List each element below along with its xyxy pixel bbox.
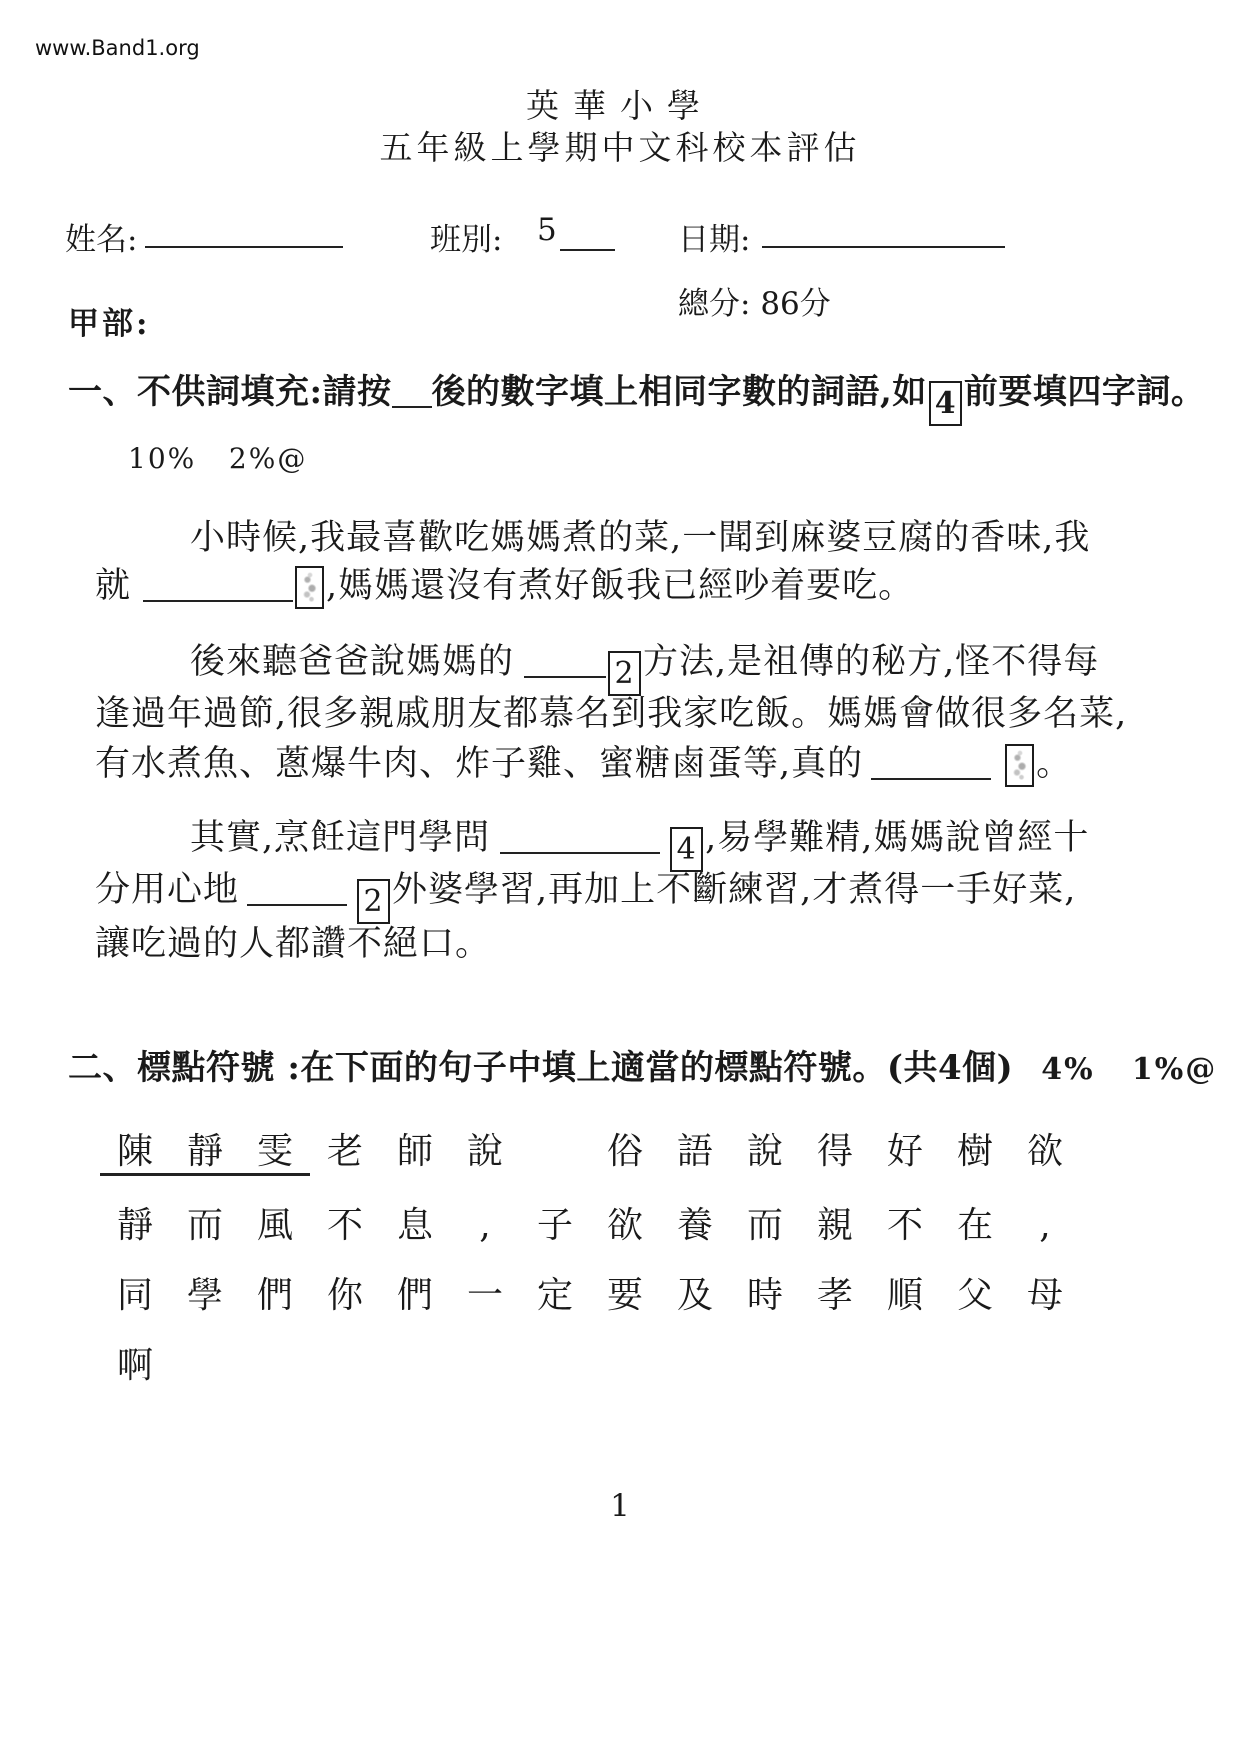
line-text: 方法,是祖傳的秘方,怪不得每 (643, 642, 1100, 682)
grid-cell: 不 (326, 1205, 363, 1246)
exam-title: 五年級上學期中文科校本評估 (379, 128, 861, 167)
section2-heading (68, 1040, 1217, 1089)
grid-cell: , (479, 1205, 491, 1246)
grid-cell: 欲 (1026, 1131, 1063, 1172)
number-box: 4 (929, 381, 962, 426)
line-text: ,易學難精,媽媽說曾經十 (705, 818, 1090, 858)
section2-marks: 4% 1%@ (1041, 1052, 1218, 1087)
grid-cell: 師 (396, 1131, 433, 1172)
answer-blank (871, 775, 991, 780)
grid-cell: 在 (956, 1205, 993, 1246)
answer-blank (524, 673, 606, 678)
grid-cell: 養 (676, 1205, 713, 1246)
grid-cell: 同 (116, 1275, 153, 1316)
grid-cell: 說 (746, 1131, 783, 1172)
grid-cell: 要 (606, 1275, 643, 1316)
grid-cell: 子 (536, 1205, 573, 1246)
paragraph-line (95, 862, 1076, 924)
punctuation-row-2 (100, 1202, 1080, 1250)
grid-cell: 息 (396, 1205, 433, 1246)
grid-cell: 一 (466, 1275, 503, 1316)
grid-cell: 順 (886, 1275, 923, 1316)
line-text: 就 (95, 566, 132, 606)
grid-cell: 而 (186, 1205, 223, 1246)
grid-cell: 靜 (170, 1128, 240, 1176)
grid-cell: 母 (1026, 1275, 1063, 1316)
grid-cell: 你 (326, 1275, 363, 1316)
date-label: 日期: (678, 222, 751, 258)
section1-heading-text: 前要填四字詞。 (963, 372, 1206, 412)
grid-cell: 及 (676, 1275, 713, 1316)
total-score-label: 總分: (678, 286, 751, 322)
line-text: 外婆學習,再加上不斷練習,才煮得一手好菜, (392, 870, 1077, 910)
section2-heading-text: 二、標點符號 :在下面的句子中填上適當的標點符號。(共4個) (68, 1048, 1014, 1088)
grid-cell: 孝 (816, 1275, 853, 1316)
grid-cell: 風 (256, 1205, 293, 1246)
heading-inline-blank (392, 403, 432, 408)
paragraph-line (95, 558, 914, 609)
grid-cell: 而 (746, 1205, 783, 1246)
smudge-mark (1007, 746, 1032, 785)
class-blank-line (560, 249, 615, 251)
grid-cell: 說 (466, 1131, 503, 1172)
grid-cell: 們 (396, 1275, 433, 1316)
grid-cell: 好 (886, 1131, 923, 1172)
punctuation-blank-cell (520, 1128, 590, 1176)
line-text: 其實,烹飪這門學問 (190, 818, 491, 858)
grid-cell: 定 (536, 1275, 573, 1316)
grid-cell: 父 (956, 1275, 993, 1316)
grid-cell: 雯 (240, 1128, 310, 1176)
grid-cell: 學 (186, 1275, 223, 1316)
paragraph-line: 逢過年過節,很多親戚朋友都慕名到我家吃飯。媽媽會做很多名菜, (95, 694, 1128, 734)
grid-cell: 得 (816, 1131, 853, 1172)
page-number: 1 (610, 1488, 630, 1524)
total-score (678, 278, 831, 323)
line-text: 有水煮魚、蔥爆牛肉、炸子雞、蜜糖鹵蛋等,真的 (95, 744, 864, 784)
date-blank-line (762, 246, 1005, 248)
faded-number-box (1005, 744, 1034, 787)
section1-heading-text: 一、不供詞填充:請按 (68, 372, 392, 412)
grid-cell: 陳 (100, 1128, 170, 1176)
paragraph-line: 讓吃過的人都讚不絕口。 (95, 924, 492, 964)
grid-cell: 老 (326, 1131, 363, 1172)
line-text: ,媽媽還沒有煮好飯我已經吵着要吃。 (326, 566, 915, 606)
number-box: 2 (357, 879, 390, 924)
total-score-value: 86分 (760, 286, 831, 322)
grid-cell: 欲 (606, 1205, 643, 1246)
answer-blank (500, 849, 660, 854)
class-label: 班別: (430, 222, 503, 258)
faded-number-box (295, 566, 324, 609)
line-text: 分用心地 (95, 870, 240, 910)
grid-cell: 樹 (956, 1131, 993, 1172)
paragraph-line (95, 736, 1072, 787)
section1-heading-text: 後的數字填上相同字數的詞語,如 (431, 372, 927, 412)
name-blank-line (145, 246, 343, 248)
answer-blank (247, 901, 347, 906)
answer-blank (143, 597, 293, 602)
grid-cell: 時 (746, 1275, 783, 1316)
grid-cell: 們 (256, 1275, 293, 1316)
name-label: 姓名: (65, 222, 138, 258)
grid-cell: 俗 (606, 1131, 643, 1172)
section1-heading (68, 364, 1205, 426)
number-box: 4 (670, 827, 703, 872)
punctuation-row-1 (100, 1128, 1080, 1176)
part-a-label: 甲部: (68, 306, 151, 342)
punctuation-row-3 (100, 1272, 1080, 1320)
grid-cell: 語 (676, 1131, 713, 1172)
grid-cell: 啊 (116, 1345, 153, 1386)
punctuation-row-4 (100, 1342, 170, 1390)
class-value: 5 (537, 212, 557, 248)
line-text: 後來聽爸爸說媽媽的 (190, 642, 515, 682)
watermark-url: www.Band1.org (35, 36, 200, 60)
grid-cell: 靜 (116, 1205, 153, 1246)
grid-cell: 不 (886, 1205, 923, 1246)
section1-marks: 10% 2%@ (128, 442, 308, 475)
grid-cell: 親 (816, 1205, 853, 1246)
line-text: 。 (1036, 744, 1073, 784)
number-box: 2 (608, 651, 641, 696)
paragraph-line: 小時候,我最喜歡吃媽媽煮的菜,一聞到麻婆豆腐的香味,我 (190, 518, 1091, 558)
school-name: 英華小學 (526, 86, 714, 125)
grid-cell: , (1039, 1205, 1051, 1246)
smudge-mark (297, 568, 322, 607)
